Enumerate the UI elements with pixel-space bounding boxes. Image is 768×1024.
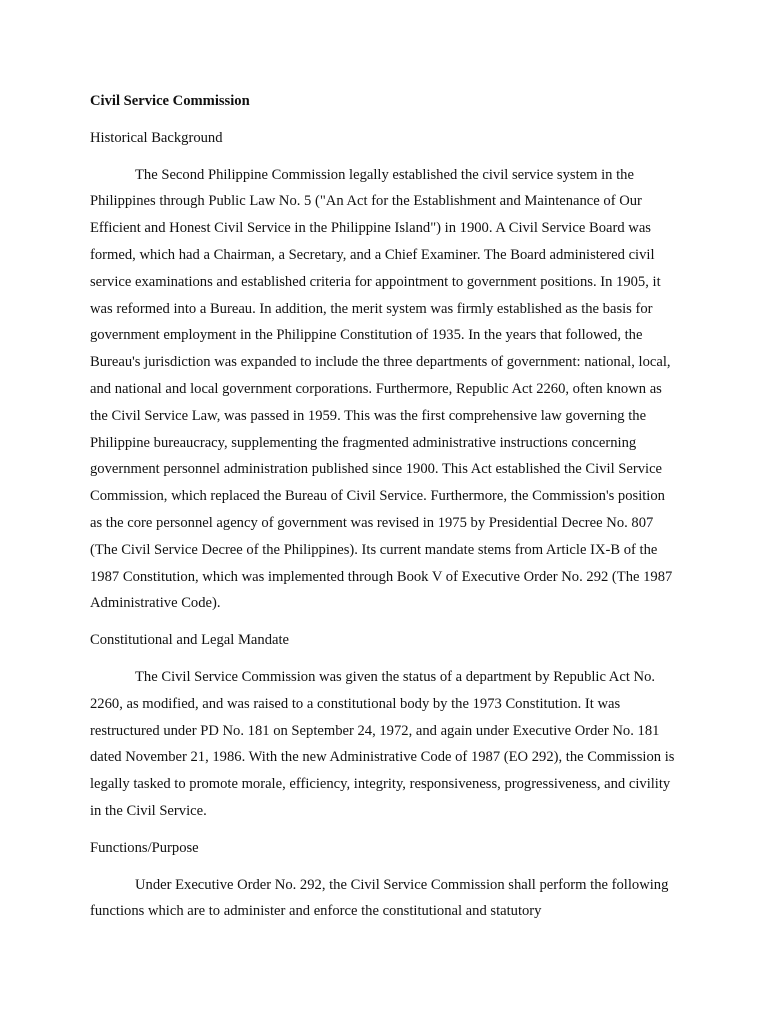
paragraph-historical-background: The Second Philippine Commission legally established the civil service system in the Philippines through Public Law No. 5 ("An Act for the Establishment and Maintenance of Our Efficient and Honest Civil Service in the Philippine Island") in 1900. A Civil Service Board was formed, which had a Chairman, a Secretary, and a Chief Examiner. The Board administered civil service examinations and established criteria for appointment to government positions. In 1905, it was reformed into a Bureau. In addition, the merit system was firmly established as the basis for government employment in the Philippine Constitution of 1935. In the years that followed, the Bureau's jurisdiction was expanded to include the three departments of government: national, local, and national and local government corporations. Furthermore, Republic Act 2260, often known as the Civil Service Law, was passed in 1959. This was the first comprehensive law governing the Philippine bureaucracy, supplementing the fragmented administrative instructions concerning government personnel administration published since 1900. This Act established the Civil Service Commission, which replaced the Bureau of Civil Service. Furthermore, the Commission's position as the core personnel agency of government was revised in 1975 by Presidential Decree No. 807 (The Civil Service Decree of the Philippines). Its current mandate stems from Article IX-B of the 1987 Constitution, which was implemented through Book V of Executive Order No. 292 (The 1987 Administrative Code).: [90, 166, 673, 612]
section-heading-historical-background: Historical Background: [90, 129, 223, 146]
paragraph-constitutional-mandate: The Civil Service Commission was given the status of a department by Republic Act No. 2260, as modified, and was raised to a constitutional body by the 1973 Constitution. It was restructured under PD No. 181 on September 24, 1972, and again under Executive Order No. 181 dated November 21, 1986. With the new Administrative Code of 1987 (EO 292), the Commission is legally tasked to promote morale, efficiency, integrity, responsiveness, progressiveness, and civility in the Civil Service.: [90, 668, 675, 819]
section-heading-functions-purpose: Functions/Purpose: [90, 839, 199, 856]
document-body: [90, 88, 680, 935]
paragraph-functions-purpose: Under Executive Order No. 292, the Civil Service Commission shall perform the following functions which are to administer and enforce the constitutional and statutory: [90, 876, 669, 920]
section-heading-constitutional-mandate: Constitutional and Legal Mandate: [90, 632, 289, 649]
document-title: Civil Service Commission: [90, 93, 250, 109]
